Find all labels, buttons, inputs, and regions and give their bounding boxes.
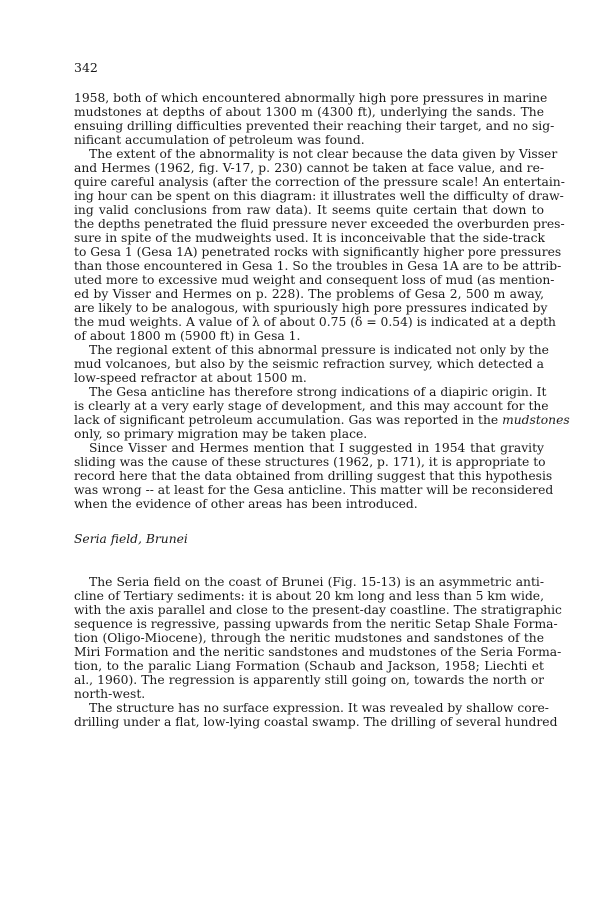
- page-number: 342: [74, 60, 98, 75]
- text-line: The regional extent of this abnormal pressure is indicated not only by the: [89, 343, 549, 357]
- text-line: sequence is regressive, passing upwards from the neritic Setap Shale Forma-: [74, 617, 558, 631]
- text-line: with the axis parallel and close to the present-day coastline. The stratigraphic: [74, 603, 562, 617]
- text-line: when the evidence of other areas has been introduced.: [74, 497, 418, 511]
- text-line: The extent of the abnormality is not clear because the data given by Visser: [89, 147, 558, 161]
- text-line: are likely to be analogous, with spuriously high pore pressures indicated by: [74, 301, 548, 315]
- text-line: Since Visser and Hermes mention that I suggested in 1954 that gravity: [89, 441, 544, 455]
- text-line: than those encountered in Gesa 1. So the troubles in Gesa 1A are to be attrib-: [74, 259, 562, 273]
- text-line: only, so primary migration may be taken place.: [74, 427, 368, 441]
- text-line: drilling under a flat, low-lying coastal swamp. The drilling of several hundred: [74, 715, 558, 729]
- text-line: tion (Oligo-Miocene), through the neritic mudstones and sandstones of the: [74, 631, 544, 645]
- text-line: ing hour can be spent on this diagram: it illustrates well the difficulty of draw-: [74, 189, 564, 203]
- text-run: lack of significant petroleum accumulation. Gas was reported in the: [74, 413, 503, 427]
- text-line: ed by Visser and Hermes on p. 228). The problems of Gesa 2, 500 m away,: [74, 287, 544, 301]
- text-line: The Seria field on the coast of Brunei (Fig. 15-13) is an asymmetric anti-: [89, 575, 544, 589]
- text-line: [74, 413, 570, 427]
- text-line: north-west.: [74, 687, 146, 701]
- text-line: record here that the data obtained from drilling suggest that this hypothesis: [74, 469, 553, 483]
- text-line: quire careful analysis (after the correction of the pressure scale! An entertain-: [74, 175, 565, 189]
- text-line: sliding was the cause of these structures (1962, p. 171), it is appropriate to: [74, 455, 546, 469]
- text-line: low-speed refractor at about 1500 m.: [74, 371, 307, 385]
- text-line: the mud weights. A value of λ of about 0.75 (δ = 0.54) is indicated at a depth: [74, 315, 556, 329]
- text-line: and Hermes (1962, fig. V-17, p. 230) cannot be taken at face value, and re-: [74, 161, 544, 175]
- text-line: al., 1960). The regression is apparently still going on, towards the north or: [74, 673, 544, 687]
- text-line: the depths penetrated the fluid pressure never exceeded the overburden pres-: [74, 217, 565, 231]
- section-heading: Seria field, Brunei: [74, 532, 188, 546]
- text-line: cline of Tertiary sediments: it is about 20 km long and less than 5 km wide,: [74, 589, 544, 603]
- text-line: tion, to the paralic Liang Formation (Schaub and Jackson, 1958; Liechti et: [74, 659, 544, 673]
- text-line: was wrong -- at least for the Gesa anticline. This matter will be reconsidered: [74, 483, 554, 497]
- text-line: ing valid conclusions from raw data). It seems quite certain that down to: [74, 203, 544, 217]
- text-line: of about 1800 m (5900 ft) in Gesa 1.: [74, 329, 301, 343]
- text-line: nificant accumulation of petroleum was found.: [74, 133, 365, 147]
- text-line: is clearly at a very early stage of development, and this may account for the: [74, 399, 549, 413]
- text-line: uted more to excessive mud weight and consequent loss of mud (as mention-: [74, 273, 555, 287]
- text-line: mudstones at depths of about 1300 m (4300 ft), underlying the sands. The: [74, 105, 544, 119]
- text-line: ensuing drilling difficulties prevented their reaching their target, and no sig-: [74, 119, 555, 133]
- italic-term: mudstones: [502, 413, 570, 427]
- text-line: The structure has no surface expression. It was revealed by shallow core-: [89, 701, 549, 715]
- text-line: to Gesa 1 (Gesa 1A) penetrated rocks with significantly higher pore pressures: [74, 245, 562, 259]
- text-line: Miri Formation and the neritic sandstones and mudstones of the Seria Forma-: [74, 645, 562, 659]
- text-line: The Gesa anticline has therefore strong indications of a diapiric origin. It: [89, 385, 547, 399]
- text-line: sure in spite of the mudweights used. It is inconceivable that the side-track: [74, 231, 545, 245]
- text-line: 1958, both of which encountered abnormally high pore pressures in marine: [74, 91, 548, 105]
- text-line: mud volcanoes, but also by the seismic refraction survey, which detected a: [74, 357, 544, 371]
